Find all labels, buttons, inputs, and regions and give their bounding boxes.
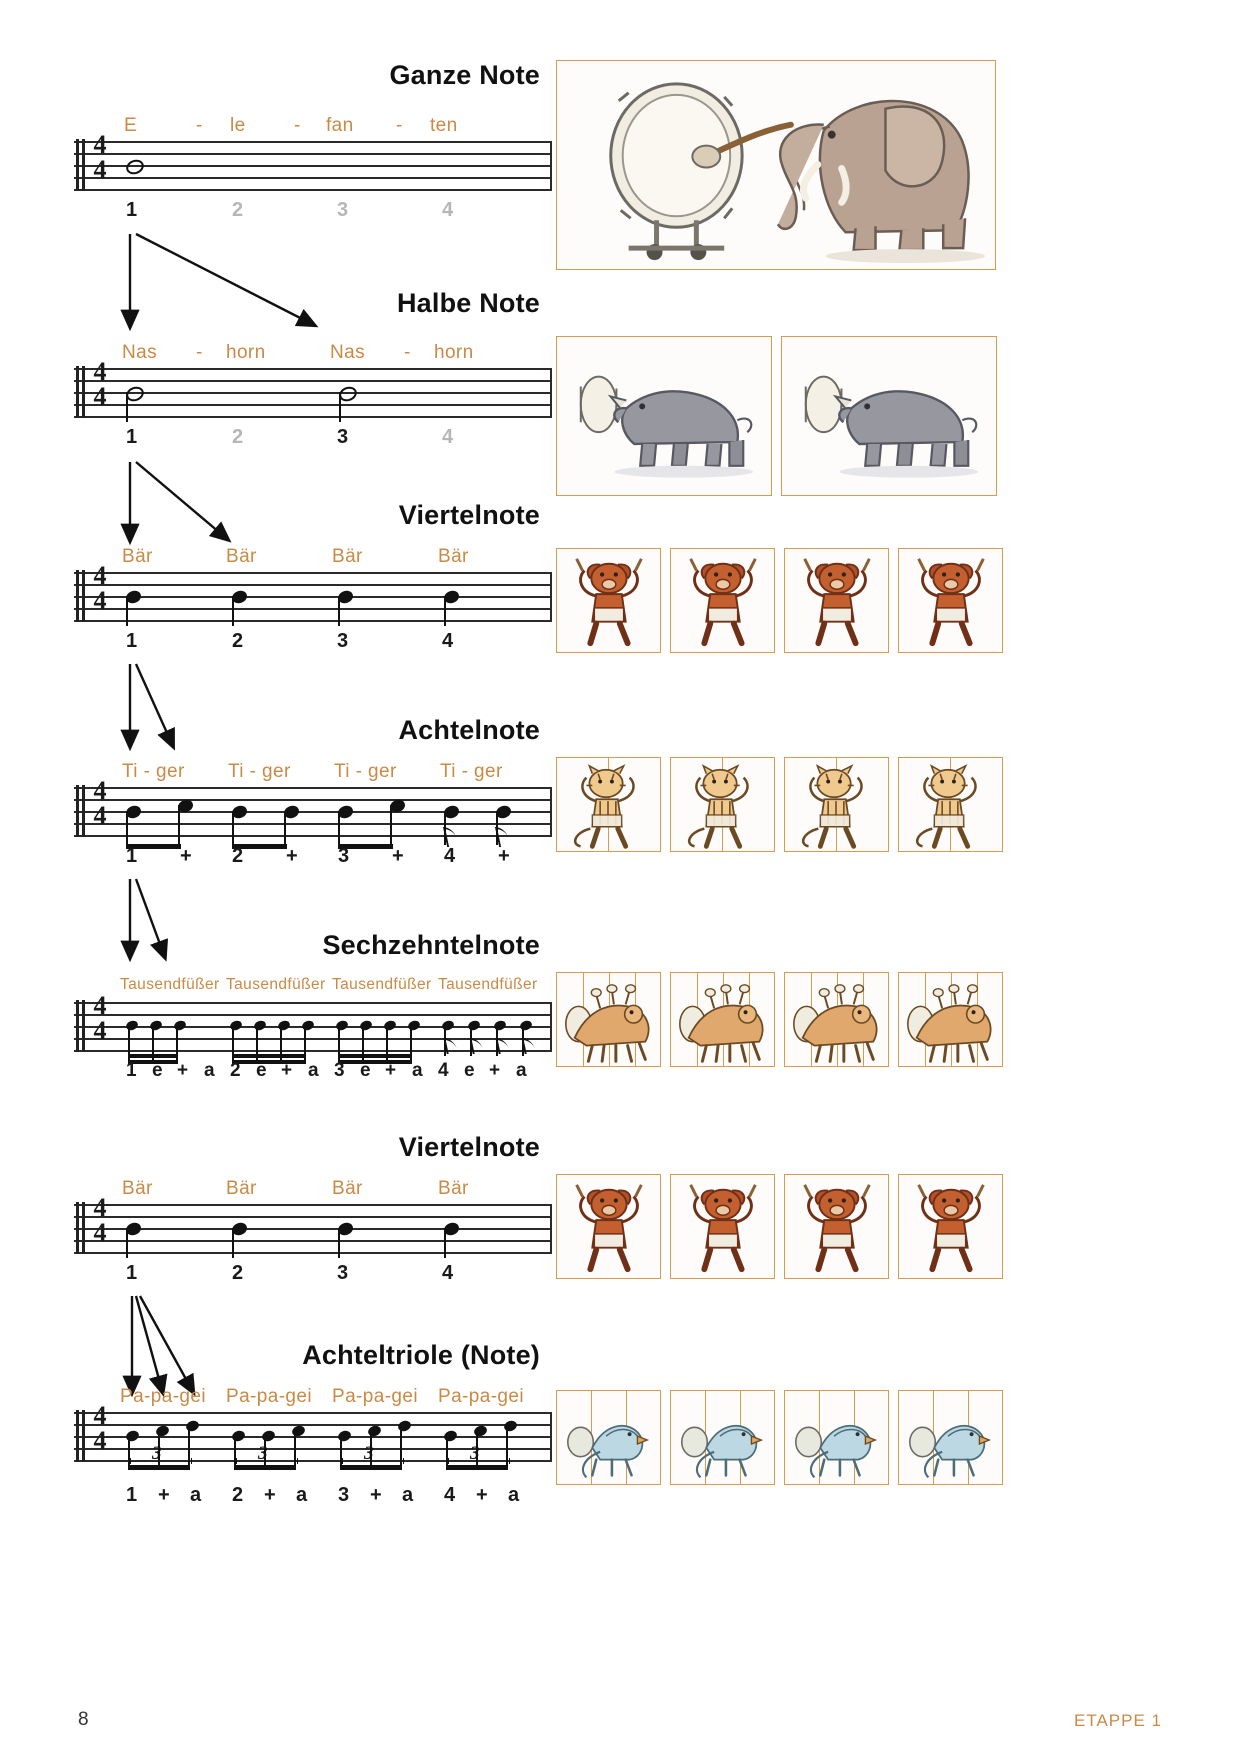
- picture-frame: [784, 548, 889, 653]
- notation-block: [74, 342, 552, 452]
- footer-etappe-label: ETAPPE 1: [1074, 1711, 1162, 1730]
- illustration-ganze-note: [556, 60, 996, 270]
- picture-frame: [556, 1174, 661, 1279]
- picture-frame: [670, 757, 775, 852]
- tiger-with-drum-art: [899, 758, 1002, 851]
- count-row: 1 2 3 4: [126, 426, 454, 448]
- time-signature: 4 4: [93, 561, 107, 615]
- arrow-group-1: [122, 228, 342, 348]
- time-signature: 4 4: [93, 357, 107, 411]
- page-number: 8: [78, 1709, 89, 1730]
- parrot-with-drum-art: [671, 1391, 774, 1484]
- picture-frame: [670, 548, 775, 653]
- picture-frame: [898, 972, 1003, 1067]
- note-stem: [126, 392, 128, 422]
- bear-with-snare-drum-art: [671, 549, 774, 652]
- millipede-with-drums-art: [785, 973, 888, 1066]
- section-heading: Viertelnote: [398, 500, 540, 530]
- picture-frame: [556, 972, 661, 1067]
- lyrics-row: Nas - horn Nas - horn: [122, 342, 474, 363]
- count-row: 1 + a 2 + a 3 + a 4 + a: [126, 1484, 520, 1506]
- time-signature: 4 4: [93, 991, 107, 1045]
- lyrics-row: Bär Bär Bär Bär: [122, 546, 469, 567]
- bear-with-snare-drum-art: [557, 1175, 660, 1278]
- notation-block: [74, 1386, 552, 1510]
- picture-frame: [784, 757, 889, 852]
- bear-with-snare-drum-art: [899, 549, 1002, 652]
- tiger-with-drum-art: [785, 758, 888, 851]
- millipede-with-drums-art: [557, 973, 660, 1066]
- lyrics-row: Tausendfüßer Tausendfüßer Tausendfüßer Tausendfüßer: [120, 976, 538, 993]
- rhino-with-drum-art: [557, 337, 771, 496]
- picture-frame: [898, 548, 1003, 653]
- note-stem: [338, 596, 340, 626]
- section-heading: Sechzehntelnote: [322, 930, 540, 960]
- staff: [74, 130, 552, 193]
- staff: [74, 561, 552, 624]
- staff: [74, 991, 552, 1054]
- picture-frame: [670, 1174, 775, 1279]
- picture-frame: [670, 1390, 775, 1485]
- note-stem: [126, 596, 128, 626]
- illustration-achteltriole: [556, 1390, 1003, 1485]
- arrow-group-4: [122, 873, 262, 983]
- time-signature: 4 4: [93, 1401, 107, 1455]
- notation-block: [74, 1178, 552, 1288]
- tiger-with-drum-art: [557, 758, 660, 851]
- note-stem: [232, 596, 234, 626]
- section-heading: Halbe Note: [396, 288, 540, 318]
- picture-frame: [556, 1390, 661, 1485]
- lyrics-row: Pa-pa-gei Pa-pa-gei Pa-pa-gei Pa-pa-gei: [120, 1386, 524, 1407]
- bear-with-snare-drum-art: [785, 1175, 888, 1278]
- illustration-viertelnote-1: [556, 548, 1003, 653]
- count-row: 1 2 3 4: [126, 1262, 454, 1284]
- bear-with-snare-drum-art: [785, 549, 888, 652]
- staff: [74, 1401, 552, 1464]
- staff: [74, 1193, 552, 1256]
- illustration-viertelnote-2: [556, 1174, 1003, 1279]
- time-signature: 4 4: [93, 776, 107, 830]
- whole-note-head: [124, 157, 146, 176]
- parrot-with-drum-art: [899, 1391, 1002, 1484]
- triplet-number: 3: [470, 1443, 480, 1464]
- picture-frame: [898, 1174, 1003, 1279]
- section-heading: Achteltriole (Note): [302, 1340, 540, 1370]
- millipede-with-drums-art: [671, 973, 774, 1066]
- millipede-with-drums-art: [899, 973, 1002, 1066]
- notation-block: [74, 976, 552, 1086]
- triplet-number: 3: [364, 1443, 374, 1464]
- picture-frame: [781, 336, 997, 496]
- barline-start: [76, 1410, 87, 1463]
- rhino-with-drum-art: [782, 337, 996, 496]
- parrot-with-drum-art: [557, 1391, 660, 1484]
- illustration-achtelnote: [556, 757, 1003, 852]
- barline-start: [76, 1000, 87, 1053]
- notation-block: [74, 115, 552, 225]
- bear-with-snare-drum-art: [899, 1175, 1002, 1278]
- picture-frame: [556, 548, 661, 653]
- count-row: 1 e + a 2 e + a 3 e + a 4 e + a: [126, 1060, 527, 1081]
- parrot-with-drum-art: [785, 1391, 888, 1484]
- arrow-group-3: [122, 658, 262, 768]
- time-signature: 4 4: [93, 1193, 107, 1247]
- bear-with-snare-drum-art: [557, 549, 660, 652]
- barline-start: [76, 366, 87, 419]
- picture-frame: [556, 757, 661, 852]
- picture-frame: [898, 757, 1003, 852]
- note-stem: [339, 392, 341, 422]
- section-heading: Achtelnote: [398, 715, 540, 745]
- illustration-halbe-note: [556, 336, 997, 496]
- barline-start: [76, 570, 87, 623]
- triplet-number: 3: [152, 1443, 162, 1464]
- tiger-with-drum-art: [671, 758, 774, 851]
- notation-block: [74, 761, 552, 871]
- lyrics-row: E - le - fan - ten: [124, 115, 458, 136]
- section-heading: Ganze Note: [389, 60, 540, 90]
- bear-with-snare-drum-art: [671, 1175, 774, 1278]
- note-stem: [444, 596, 446, 626]
- lyrics-row: Bär Bär Bär Bär: [122, 1178, 469, 1199]
- illustration-sechzehntelnote: [556, 972, 1003, 1067]
- picture-frame: [784, 1390, 889, 1485]
- picture-frame: [784, 1174, 889, 1279]
- time-signature: 4 4: [93, 130, 107, 184]
- picture-frame: [784, 972, 889, 1067]
- picture-frame: [898, 1390, 1003, 1485]
- count-row: 1 2 3 4: [126, 199, 454, 221]
- picture-frame: [556, 336, 772, 496]
- section-heading: Viertelnote: [398, 1132, 540, 1162]
- notation-block: [74, 546, 552, 656]
- staff: [74, 357, 552, 420]
- triplet-number: 3: [258, 1443, 268, 1464]
- picture-frame: [556, 60, 996, 270]
- lyrics-row: Ti - ger Ti - ger Ti - ger Ti - ger: [122, 761, 503, 782]
- barline-start: [76, 785, 87, 838]
- picture-frame: [670, 972, 775, 1067]
- count-row: 1 2 3 4: [126, 630, 454, 652]
- barline-start: [76, 1202, 87, 1255]
- elephant-with-bass-drum-art: [557, 61, 995, 270]
- count-row: 1 + 2 + 3 + 4 +: [126, 845, 510, 867]
- staff: [74, 776, 552, 839]
- barline-start: [76, 139, 87, 192]
